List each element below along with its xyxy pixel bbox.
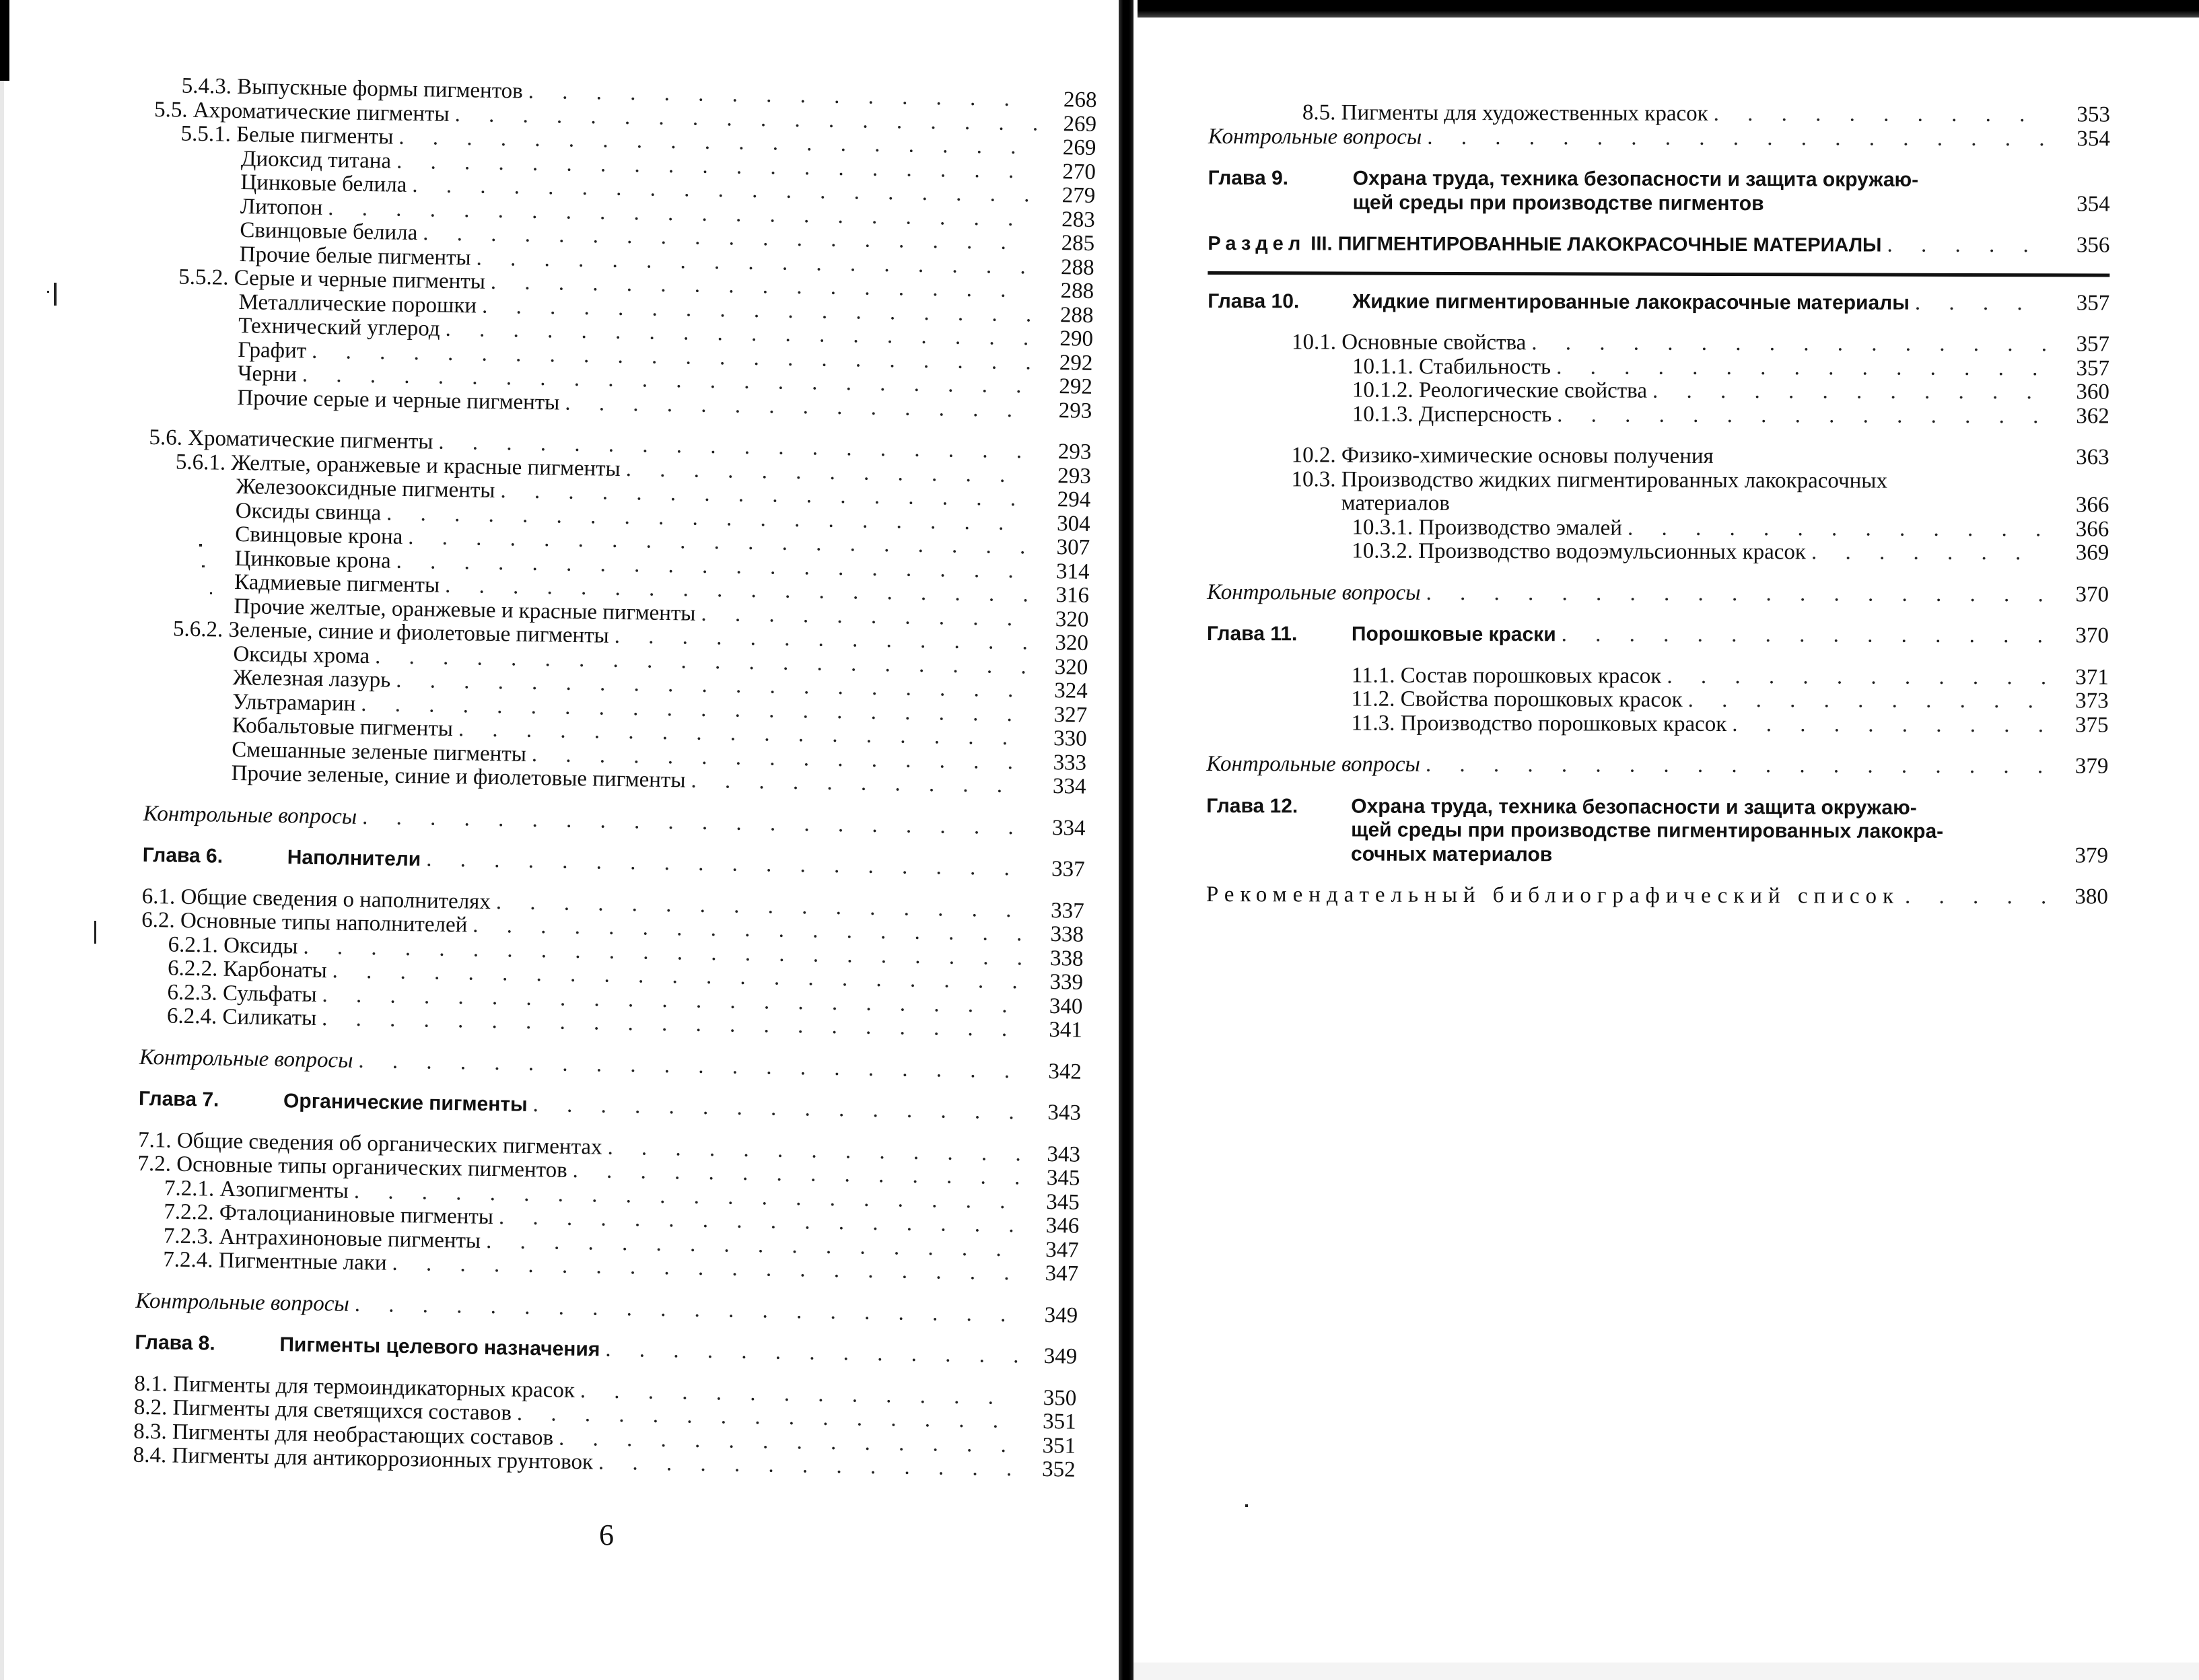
entry-text — [142, 843, 421, 872]
page-ref: 279 — [1061, 183, 1096, 208]
page-ref: 354 — [2076, 191, 2110, 217]
entry-text: Железооксидные пигменты — [236, 474, 495, 503]
page-ref: 370 — [2075, 623, 2109, 648]
entry-text: Кобальтовые пигменты — [232, 713, 454, 742]
entry-text: 5.5.1. Белые пигменты — [180, 121, 394, 149]
page-ref: 369 — [2075, 540, 2109, 565]
chapter-label: Глава 10. — [1208, 289, 1300, 312]
entry-text: Контрольные вопросы — [139, 1045, 353, 1073]
chapter-title: Наполнители — [287, 846, 421, 871]
review-questions-entry[interactable] — [1207, 580, 2109, 606]
toc-entry[interactable] — [1208, 101, 2110, 127]
chapter-entry[interactable] — [1206, 794, 2108, 868]
section-divider-rule — [1208, 271, 2109, 277]
page-ref: 343 — [1047, 1142, 1081, 1167]
page-ref: 347 — [1045, 1237, 1080, 1263]
leader-dots — [1887, 234, 2050, 258]
page-ref: 293 — [1057, 463, 1092, 489]
title-line: Охрана труда, техника безопасности и защита окружаю- — [1352, 167, 1919, 191]
entry-text: 8.5. Пигменты для художественных красок — [1302, 100, 1708, 126]
entry-text: 10.1.3. Дисперсность — [1352, 402, 1552, 427]
page-ref: 351 — [1042, 1409, 1076, 1434]
page-ref: 366 — [2075, 516, 2109, 542]
toc-entry[interactable] — [1208, 402, 2109, 428]
page-ref: 340 — [1049, 993, 1083, 1019]
toc-entry[interactable] — [1207, 687, 2109, 713]
title-line: Охрана труда, техника безопасности и защита окружаю- — [1351, 795, 1917, 819]
entry-gap — [1208, 149, 2110, 169]
entry-text: 10.3.2. Производство водоэмульсионных красок — [1352, 538, 1807, 565]
toc-entry[interactable] — [1208, 330, 2109, 357]
chapter-label: Глава 8. — [135, 1331, 215, 1355]
page-ref: 373 — [2075, 689, 2109, 713]
page-ref: 357 — [2076, 290, 2110, 316]
page-ref: 320 — [1054, 654, 1088, 680]
bibliography-entry[interactable] — [1206, 883, 2108, 909]
page-ref: 330 — [1053, 726, 1087, 751]
entry-text: Оксиды свинца — [235, 498, 382, 525]
leader-dots — [1811, 540, 2050, 565]
entry-text: 6.2.1. Оксиды — [168, 932, 298, 958]
leader-dots — [1628, 516, 2050, 541]
toc-entry[interactable] — [1207, 539, 2109, 565]
entry-text: 10.1. Основные свойства — [1292, 330, 1527, 355]
title-line: щей среды при производстве пигментов — [1352, 191, 1764, 215]
entry-text: 7.2.2. Фталоцианиновые пигменты — [164, 1199, 494, 1230]
page-ref: 285 — [1061, 231, 1095, 256]
page-ref: 338 — [1050, 922, 1084, 947]
toc-entry[interactable] — [1208, 378, 2109, 405]
page-ref: 354 — [2076, 126, 2110, 151]
page-ref: 362 — [2076, 403, 2109, 429]
page-ref: 304 — [1056, 511, 1090, 536]
entry-text: 6.2.2. Карбонаты — [167, 956, 327, 983]
entry-text: Оксиды хрома — [233, 641, 370, 668]
leader-dots — [1562, 623, 2050, 648]
entry-text: Технический углерод — [238, 313, 440, 341]
page-ref: 339 — [1049, 970, 1084, 995]
chapter-title: Органические пигменты — [283, 1090, 528, 1116]
toc-entry[interactable] — [1207, 663, 2109, 689]
page-ref: 371 — [2075, 664, 2109, 690]
toc-entry[interactable] — [1207, 467, 2109, 518]
page-ref: 363 — [2076, 445, 2109, 470]
left-page-edge — [0, 0, 4, 1680]
chapter-title: Жидкие пигментированные лакокрасочные материалы — [1352, 290, 1910, 314]
review-questions-entry[interactable] — [1206, 753, 2108, 779]
page-ref: 345 — [1046, 1189, 1080, 1215]
toc-entry[interactable] — [1207, 515, 2109, 541]
page-ref: 349 — [1043, 1343, 1078, 1369]
page-number: 6 — [599, 1518, 614, 1551]
entry-text: 8.3. Пигменты для необрастающих составов — [133, 1419, 554, 1450]
leader-dots — [1688, 689, 2050, 713]
page-ref: 320 — [1055, 631, 1089, 656]
page-ref: 314 — [1055, 559, 1090, 584]
entry-text: Свинцовые белила — [240, 218, 418, 246]
entry-text: 7.2.1. Азопигменты — [164, 1175, 349, 1203]
part-label: Раздел — [1208, 232, 1306, 255]
leader-dots — [1426, 753, 2050, 779]
entry-text: 8.1. Пигменты для термоиндикаторных красок — [134, 1371, 575, 1403]
page-ref: 346 — [1045, 1214, 1080, 1238]
page-ref: 283 — [1061, 207, 1096, 232]
page-ref: 379 — [2074, 843, 2109, 868]
scan-artifact — [94, 921, 96, 944]
page-ref: 379 — [2074, 754, 2109, 779]
page-ref: 352 — [1041, 1457, 1076, 1482]
entry-text: 7.2.3. Антрахиноновые пигменты — [163, 1223, 481, 1253]
entry-text: Контрольные вопросы — [1207, 580, 1421, 605]
entry-text: 7.1. Общие сведения об органических пигментах — [137, 1127, 602, 1160]
entry-text: Контрольные вопросы — [1206, 751, 1420, 777]
entry-text: Контрольные вопросы — [135, 1288, 350, 1317]
entry-text: 5.6.2. Зеленые, синие и фиолетовые пигменты — [172, 617, 610, 648]
page-ref: 347 — [1045, 1261, 1079, 1286]
toc-entry[interactable] — [1208, 444, 2109, 470]
entry-text: 6.2.4. Силикаты — [166, 1004, 317, 1030]
leader-dots — [1732, 713, 2049, 738]
page-ref: 334 — [1051, 815, 1086, 841]
chapter-label: Глава 6. — [142, 843, 223, 868]
page-ref: 288 — [1059, 302, 1094, 328]
entry-text — [1208, 166, 2056, 216]
entry-text: Литопон — [240, 194, 323, 220]
entry-text: Контрольные вопросы — [1208, 124, 1422, 149]
leader-dots — [1557, 403, 2050, 428]
page-ref: 360 — [2076, 380, 2109, 405]
leader-dots — [1915, 291, 2050, 315]
entry-text: 5.6. Хроматические пигменты — [149, 425, 433, 454]
leader-dots — [1427, 125, 2051, 151]
page-ref: 324 — [1053, 678, 1088, 703]
chapter-title: Порошковые краски — [1351, 623, 1556, 646]
entry-text: 11.3. Производство порошковых красок — [1351, 711, 1727, 736]
leader-dots — [1714, 102, 2051, 127]
left-scan-mark — [0, 0, 9, 81]
leader-dots — [1426, 581, 2050, 606]
title-line: щей среды при производстве пигментированных лакокра- — [1351, 818, 1944, 843]
entry-text: Свинцовые крона — [234, 522, 403, 549]
scan-artifact — [47, 291, 49, 293]
leader-dots — [1531, 331, 2050, 357]
entry-text — [1208, 232, 1881, 258]
chapter-label: Глава 9. — [1208, 166, 1289, 190]
entry-text: 6.2. Основные типы наполнителей — [141, 907, 468, 938]
entry-gap — [1207, 604, 2109, 625]
page-ref: 380 — [2074, 884, 2108, 909]
right-bottom-scan-edge — [1133, 1663, 2199, 1680]
entry-text: 5.4.3. Выпускные формы пигментов — [181, 73, 524, 104]
entry-text: 11.1. Состав порошковых красок — [1351, 663, 1662, 689]
page-ref: 288 — [1060, 279, 1094, 304]
entry-text: 8.2. Пигменты для светящихся составов — [133, 1395, 512, 1426]
chapter-entry[interactable] — [1208, 289, 2109, 315]
page-ref: 334 — [1052, 774, 1086, 799]
right-top-scan-edge — [1138, 0, 2199, 18]
bibliography-title: Рекомендательный библиографический список — [1206, 882, 1900, 909]
page-ref: 268 — [1063, 88, 1097, 112]
leader-dots — [1667, 664, 2049, 689]
chapter-title — [1353, 167, 1919, 216]
entry-line: 10.2. Физико-химические основы получения — [1291, 443, 1714, 468]
page-ref: 357 — [2076, 332, 2110, 357]
page-ref: 270 — [1062, 159, 1096, 184]
entry-text: Контрольные вопросы — [143, 801, 357, 829]
chapter-label: Глава 11. — [1206, 622, 1298, 645]
entry-text: Кадмиевые пигменты — [234, 569, 440, 598]
toc-entry[interactable] — [1208, 354, 2109, 380]
page-ref: 337 — [1051, 857, 1085, 882]
page-ref: 342 — [1048, 1059, 1082, 1084]
entry-line: 10.3. Производство жидких пигментированных лакокрасочных — [1291, 466, 1888, 493]
entry-text: 6.2.3. Сульфаты — [167, 979, 317, 1007]
entry-text: Прочие серые и черные пигменты — [237, 385, 560, 415]
page-ref: 307 — [1056, 535, 1090, 560]
page-ref: 294 — [1057, 487, 1091, 512]
chapter-title — [1351, 794, 1943, 868]
entry-text: Прочие белые пигменты — [239, 242, 471, 270]
page-ref: 290 — [1059, 326, 1094, 351]
page-ref: 370 — [2075, 582, 2109, 607]
entry-text: Цинковые крона — [234, 546, 391, 573]
entry-text: 8.4. Пигменты для антикоррозионных грунтовок — [133, 1442, 594, 1475]
review-questions-entry[interactable] — [1208, 125, 2110, 151]
page-ref: 375 — [2075, 712, 2109, 738]
entry-text: 11.2. Свойства порошковых красок — [1351, 687, 1683, 712]
page-ref: 349 — [1044, 1302, 1078, 1328]
entry-text: Прочие зеленые, синие и фиолетовые пигменты — [231, 761, 686, 793]
entry-text: 7.2. Основные типы органических пигментов — [137, 1151, 567, 1183]
entry-text: 10.1.2. Реологические свойства — [1352, 378, 1648, 403]
entry-line: материалов — [1291, 491, 1450, 516]
entry-text: Смешанные зеленые пигменты — [231, 737, 527, 767]
chapter-entry[interactable] — [1208, 166, 2110, 217]
entry-text: 10.3.1. Производство эмалей — [1352, 515, 1623, 540]
page-ref: 269 — [1062, 135, 1096, 160]
chapter-label: Глава 7. — [138, 1087, 219, 1111]
entry-text: Диоксид титана — [240, 146, 392, 174]
page-ref: 292 — [1059, 374, 1093, 399]
page-ref: 356 — [2076, 233, 2110, 258]
part-heading-entry[interactable] — [1208, 232, 2109, 258]
entry-text: 5.5. Ахроматические пигменты — [153, 97, 450, 127]
entry-text — [1208, 444, 2056, 470]
page-ref: 292 — [1059, 350, 1093, 376]
page-ref: 337 — [1050, 898, 1084, 923]
page-ref: 345 — [1046, 1166, 1080, 1191]
page-ref: 269 — [1063, 111, 1097, 137]
entry-gap — [1207, 645, 2109, 666]
leader-dots — [1905, 885, 2049, 909]
entry-text — [1206, 794, 2054, 868]
entry-text — [1206, 883, 1899, 909]
page-ref: 353 — [2076, 102, 2110, 127]
page-ref: 343 — [1047, 1100, 1082, 1125]
page-ref: 293 — [1058, 398, 1092, 423]
entry-text — [1207, 467, 2055, 517]
right-page-toc — [1206, 101, 2110, 909]
entry-text: 6.1. Общие сведения о наполнителях — [141, 884, 491, 914]
left-page-toc — [133, 74, 1096, 1482]
page-ref: 357 — [2076, 355, 2110, 381]
entry-text — [1207, 622, 1556, 647]
entry-gap — [1206, 776, 2108, 796]
page-ref: 341 — [1049, 1018, 1083, 1043]
chapter-label: Глава 12. — [1206, 794, 1298, 817]
entry-text: 5.6.1. Желтые, оранжевые и красные пигменты — [175, 450, 621, 481]
part-title: III. ПИГМЕНТИРОВАННЫЕ ЛАКОКРАСОЧНЫЕ МАТЕРИАЛЫ — [1311, 233, 1882, 256]
page-ref: 288 — [1060, 254, 1094, 280]
entry-text: Металлические порошки — [238, 289, 477, 318]
scan-artifact — [54, 283, 57, 306]
entry-text: Ультрамарин — [232, 689, 356, 716]
entry-text: Железная лазурь — [232, 665, 391, 693]
leader-dots — [1652, 380, 2050, 405]
page-ref: 338 — [1049, 946, 1084, 971]
page-ref: 366 — [2075, 493, 2109, 518]
page-ref: 350 — [1043, 1385, 1077, 1411]
entry-text: Прочие желтые, оранжевые и красные пигменты — [234, 594, 696, 626]
page-ref: 293 — [1057, 440, 1092, 464]
page-ref: 333 — [1053, 750, 1087, 775]
page-ref: 320 — [1055, 606, 1089, 632]
entry-text: 5.5.2. Серые и черные пигменты — [178, 265, 486, 294]
entry-text: 7.2.4. Пигментные лаки — [163, 1247, 387, 1275]
title-line: сочных материалов — [1351, 843, 1553, 866]
entry-text: Цинковые белила — [240, 170, 407, 197]
entry-text: Графит — [238, 337, 307, 363]
leader-dots — [1556, 355, 2050, 380]
book-spine — [1119, 0, 1133, 1680]
entry-text — [1208, 289, 1910, 314]
chapter-entry[interactable] — [1207, 622, 2109, 648]
page-ref: 351 — [1042, 1433, 1076, 1459]
entry-gap — [1208, 214, 2109, 234]
entry-text: Черни — [237, 361, 298, 387]
toc-entry[interactable] — [1207, 711, 2109, 737]
scan-artifact — [1245, 1504, 1248, 1507]
page-ref: 327 — [1053, 702, 1088, 728]
chapter-title: Пигменты целевого назначения — [279, 1333, 600, 1361]
entry-text: 10.1.1. Стабильность — [1352, 354, 1551, 379]
page-ref: 316 — [1055, 583, 1090, 608]
